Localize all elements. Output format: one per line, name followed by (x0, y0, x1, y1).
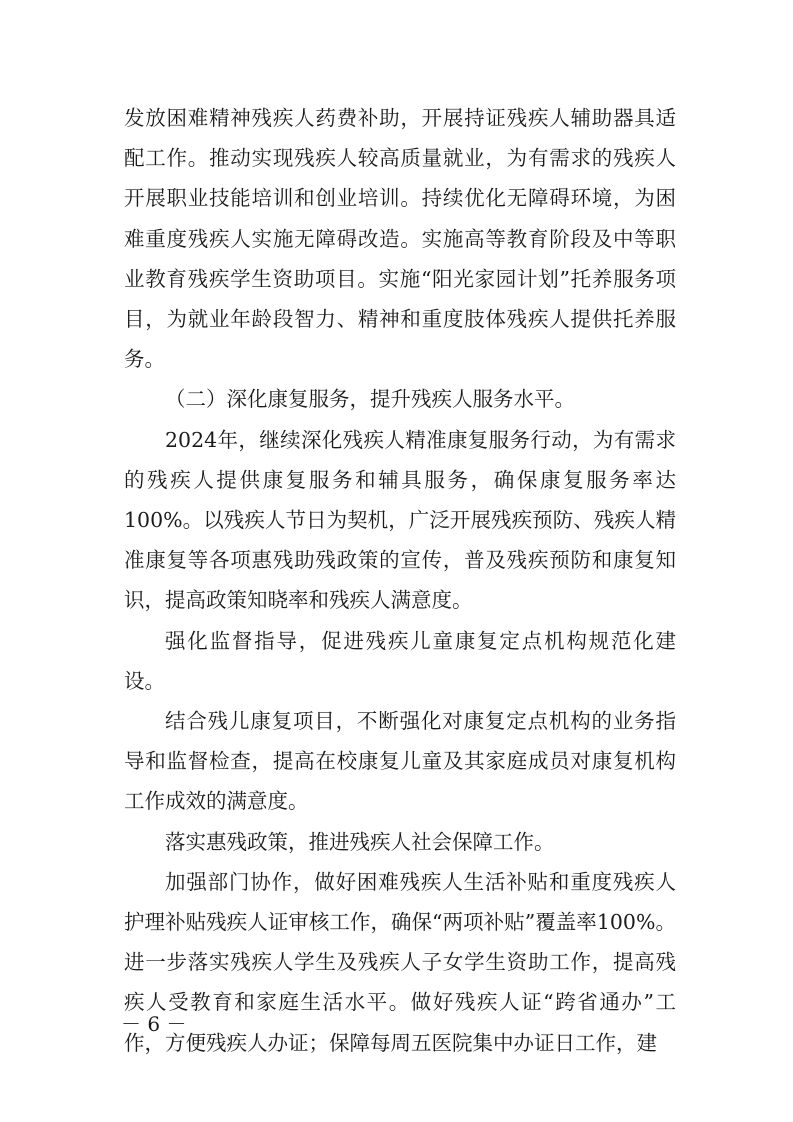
paragraph-rehab-2024: 2024年，继续深化残疾人精准康复服务行动，为有需求的残疾人提供康复服务和辅具服务，确保康复服务率达100%。以残疾人节日为契机，广泛开展残疾预防、残疾人精准康复等各项惠残助残政策的宣传，普及残疾预防和康复知识，提高政策知晓率和残疾人满意度。 (124, 427, 676, 613)
paragraph-supervision: 结合残儿康复项目，不断强化对康复定点机构的业务指导和监督检查，提高在校康复儿童及其家庭成员对康复机构工作成效的满意度。 (124, 709, 676, 814)
paragraph-continuation: 发放困难精神残疾人药费补助，开展持证残疾人辅助器具适配工作。推动实现残疾人较高质量就业，为有需求的残疾人开展职业技能培训和创业培训。持续优化无障碍环境，为困难重度残疾人实施无障碍改造。实施高等教育阶段及中等职业教育残疾学生资助项目。实施“阳光家园计划”托养服务项目，为就业年龄段智力、精神和重度肢体残疾人提供托养服务。 (124, 106, 676, 372)
page-number: － 6 － (121, 1012, 187, 1036)
body-text (124, 98, 676, 1063)
paragraph-policy: 加强部门协作，做好困难残疾人生活补贴和重度残疾人护理补贴残疾人证审核工作，确保“两项补贴”覆盖率100%。进一步落实残疾人学生及残疾人子女学生资助工作，提高残疾人受教育和家庭生活水平。做好残疾人证“跨省通办”工作，方便残疾人办证；保障每周五医院集中办证日工作，建 (124, 869, 676, 1055)
subheading-policy: 落实惠残政策，推进残疾人社会保障工作。 (165, 829, 555, 854)
section-heading-rehab: （二）深化康复服务，提升残疾人服务水平。 (165, 387, 575, 412)
subheading-supervision: 强化监督指导，促进残疾儿童康复定点机构规范化建设。 (124, 628, 676, 693)
